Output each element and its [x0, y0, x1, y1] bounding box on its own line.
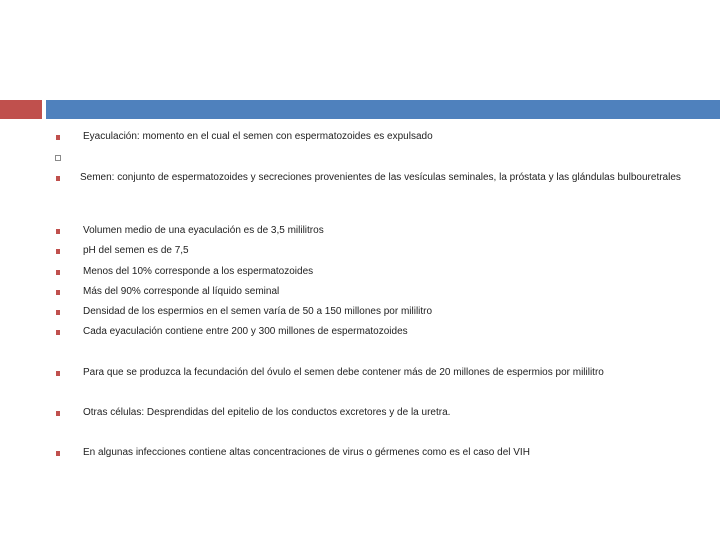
bullet-square-icon [56, 270, 60, 275]
bullet-item [56, 446, 696, 459]
bullet-square-icon [56, 135, 60, 140]
bullet-text: Semen: conjunto de espermatozoides y secreciones provenientes de las vesículas seminales, la próstata y las glándulas bulbouretrales [80, 172, 681, 183]
bullet-square-icon [56, 229, 60, 234]
bullet-square-icon [56, 411, 60, 416]
bullet-item [56, 171, 696, 184]
bullet-hollow-square-icon [55, 155, 61, 161]
bullet-text: Densidad de los espermios en el semen varía de 50 a 150 millones por mililitro [83, 306, 433, 317]
bullet-square-icon [56, 249, 60, 254]
bullet-text: Eyaculación: momento en el cual el semen con espermatozoides es expulsado [83, 131, 433, 142]
bullet-square-icon [56, 290, 60, 295]
bullet-square-icon [56, 371, 60, 376]
bullet-text: Más del 90% corresponde al líquido seminal [83, 286, 280, 297]
bullet-item [56, 305, 696, 318]
bullet-text: Otras células: Desprendidas del epitelio de los conductos excretores y de la uretra. [83, 407, 451, 418]
bullet-text: En algunas infecciones contiene altas concentraciones de virus o gérmenes como es el caso del VIH [83, 447, 530, 458]
bullet-text: Cada eyaculación contiene entre 200 y 300 millones de espermatozoides [83, 326, 408, 337]
bullet-text: Menos del 10% corresponde a los espermatozoides [83, 266, 314, 277]
bullet-item [56, 265, 696, 278]
bullet-item [56, 366, 696, 379]
bullet-item [56, 130, 696, 143]
bullet-item [56, 325, 696, 338]
bullet-item [56, 244, 696, 257]
bullet-square-icon [56, 310, 60, 315]
bullet-square-icon [56, 176, 60, 181]
bullet-text: Volumen medio de una eyaculación es de 3,5 mililitros [83, 225, 324, 236]
bullet-item [56, 224, 696, 237]
bullet-square-icon [56, 451, 60, 456]
bullet-text: Para que se produzca la fecundación del óvulo el semen debe contener más de 20 millones de espermios por mililitro [83, 367, 604, 378]
bullet-item [56, 406, 696, 419]
bullet-square-icon [56, 330, 60, 335]
bullet-item [56, 285, 696, 298]
bullet-text: pH del semen es de 7,5 [83, 245, 189, 256]
